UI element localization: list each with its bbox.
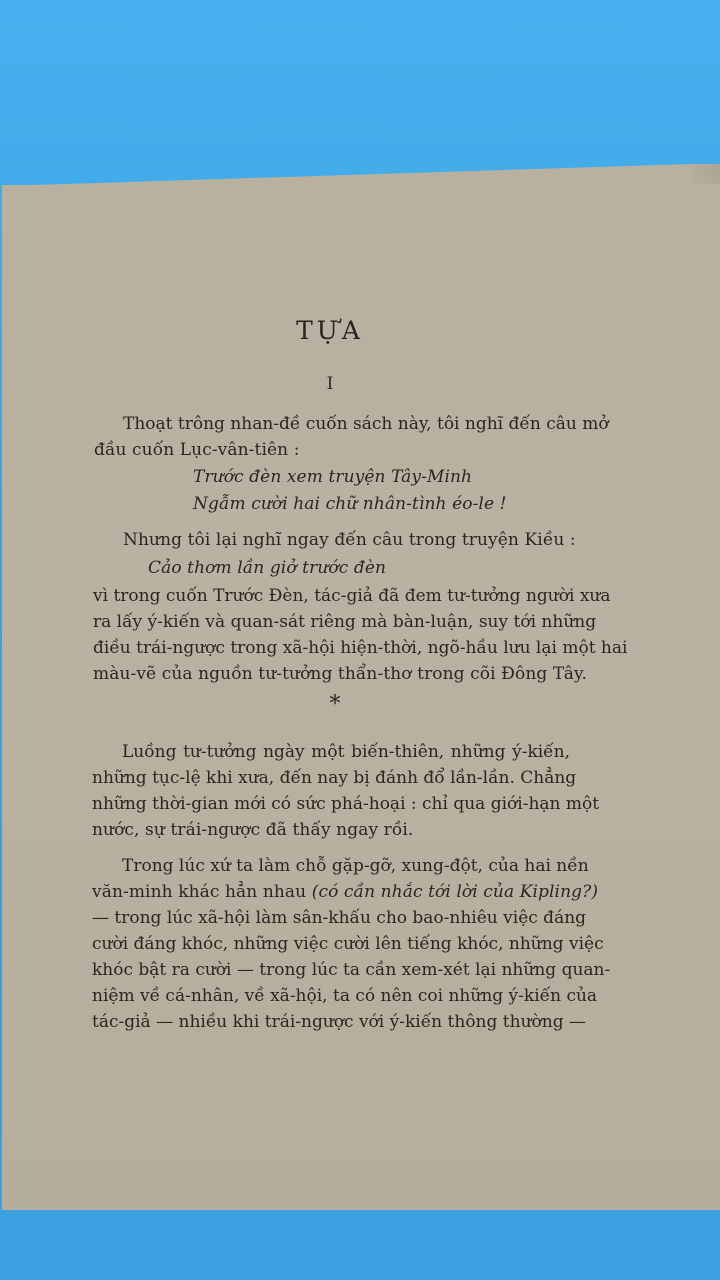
text-line: Trong lúc xứ ta làm chỗ gặp-gỡ, xung-đột, của hai nền [122,856,589,876]
text-line: màu-vẽ của nguồn tư-tưởng thẩn-thơ trong cõi Đông Tây. [93,664,587,684]
text-line: ra lấy ý-kiến và quan-sát riêng mà bàn-luận, suy tới những [93,612,597,632]
text-line: Luồng tư-tưởng ngày một biến-thiên, những ý-kiến, [122,742,570,762]
text-line [92,882,598,902]
text-line: khóc bật ra cười — trong lúc ta cần xem-xét lại những quan- [92,960,611,980]
verse-line: Ngẫm cười hai chữ nhân-tình éo-le ! [193,494,507,514]
text-line: tác-giả — nhiều khi trái-ngược với ý-kiến thông thường — [92,1012,586,1032]
text-line: điều trái-ngược trong xã-hội hiện-thời, ngõ-hầu lưu lại một hai [93,638,628,658]
text-line: cười đáng khóc, những việc cười lên tiếng khóc, những việc [92,934,604,954]
text-line: những tục-lệ khi xưa, đến nay bị đánh đổ lần-lần. Chẳng [92,768,577,788]
text-line: Thoạt trông nhan-đề cuốn sách này, tôi nghĩ đến câu mở [123,414,609,434]
verse-line: Cảo thơm lần giở trước đèn [148,558,387,578]
section-number: I [326,374,334,394]
text-line: nước, sự trái-ngược đã thấy ngay rồi. [92,820,414,840]
page-title: TỰA [296,316,364,345]
text-line: đầu cuốn Lục-vân-tiên : [94,440,300,460]
section-separator: * [329,692,341,717]
verse-line: Trước đèn xem truyện Tây-Minh [193,467,473,487]
text-line: vì trong cuốn Trước Đèn, tác-giả đã đem tư-tưởng người xưa [93,586,611,606]
text-line: Nhưng tôi lại nghĩ ngay đến câu trong truyện Kiều : [123,530,576,550]
text-line: — trong lúc xã-hội làm sân-khấu cho bao-nhiêu việc đáng [92,908,587,928]
text-line: niệm về cá-nhân, về xã-hội, ta có nên coi những ý-kiến của [92,986,598,1006]
italic-aside: (có cần nhắc tới lời của Kipling?) [311,882,599,902]
text-segment: văn-minh khác hẳn nhau [92,882,307,902]
text-line: những thời-gian mới có sức phá-hoại : chỉ qua giới-hạn một [92,794,600,814]
